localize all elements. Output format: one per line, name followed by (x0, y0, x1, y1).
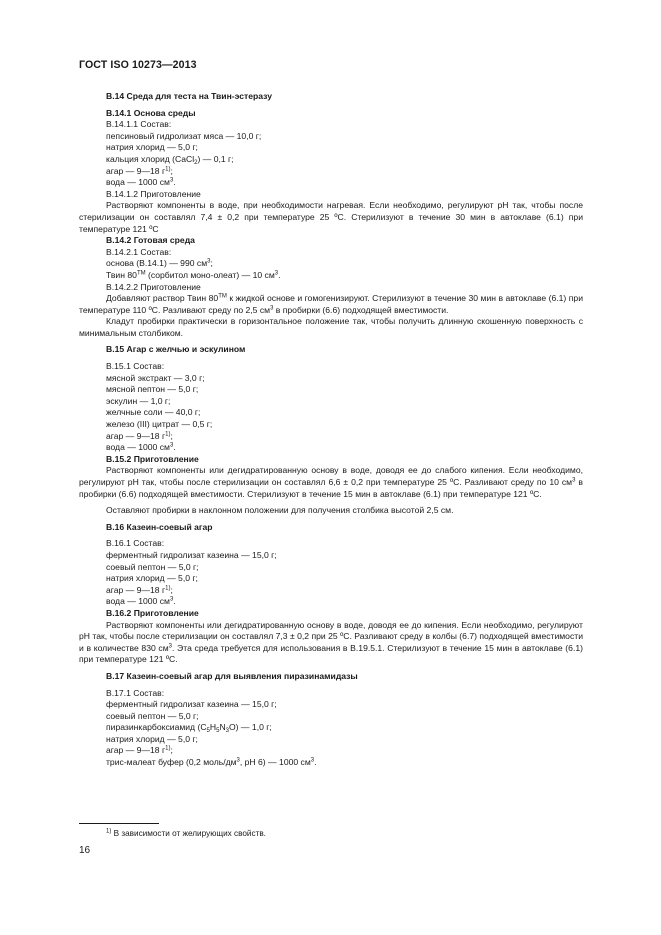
ingredient-item: вода — 1000 $см^3$. (106, 596, 176, 607)
section-heading-b16: B.16 Казеин-соевый агар (106, 521, 213, 532)
subsection-heading-b14-1: B.14.1 Основа среды (106, 107, 196, 118)
subsection-heading-b15-2: B.15.2 Приготовление (106, 453, 199, 464)
ingredient-item: соевый пептон — 5,0 г; (106, 561, 199, 572)
ingredient-item: агар — 9—18 $г^{1)}$; (106, 430, 173, 441)
preparation-text: Кладут пробирки практически в горизонтальное положение так, чтобы получить длинную скошенную поверхность с минимальным столбиком. (79, 316, 583, 338)
footnote-divider (79, 823, 159, 824)
ingredient-item: железо (III) цитрат — 0,5 г; (106, 419, 213, 430)
ingredient-item: вода — 1000 $см^3$. (106, 442, 176, 453)
ingredient-item: соевый пептон — 5,0 г; (106, 710, 199, 721)
ingredient-item: мясной экстракт — 3,0 г; (106, 372, 205, 383)
composition-label: B.15.1 Состав: (106, 361, 165, 372)
ingredient-item: эскулин — 1,0 г; (106, 395, 171, 406)
ingredient-item: пепсиновый гидролизат мяса — 10,0 г; (106, 130, 262, 141)
ingredient-item: мясной пептон — 5,0 г; (106, 384, 199, 395)
ingredient-item: трис-малеат буфер (0,2 моль/$дм^3$, pH 6) — 1000 $см^3$. (106, 757, 317, 768)
preparation-label: B.14.1.2 Приготовление (106, 188, 201, 199)
ingredient-item: агар — 9—18 $г^{1)}$; (106, 745, 173, 756)
subsection-heading-b16-2: B.16.2 Приготовление (106, 607, 199, 618)
ingredient-item: ферментный гидролизат казеина — 15,0 г; (106, 699, 277, 710)
preparation-text: Растворяют компоненты или дегидратированную основу в воде, доводя ее до кипения. Если необходимо, регулируют pH так, чтобы после стерилизации он составлял 7,3 ± 0,2 при 25 ºС. Разливают среду в колбы (6.7) подходящей вместимости и в количестве 830 $см^3$. Эта среда требуется для использования в B.19.5.1. Стерилизуют в течение 15 мин в автоклаве (6.1) при температуре 121 ºС. (79, 619, 583, 665)
ingredient-item: натрия хлорид — 5,0 г; (106, 142, 198, 153)
ingredient-item: пиразинкарбоксиамид $(C_5H_5N_3O)$ — 1,0 г; (106, 722, 272, 735)
ingredient-item: агар — 9—18 $г^{1)}$; (106, 584, 173, 595)
ingredient-item: агар — 9—18 $г^{1)}$; (106, 165, 173, 176)
ingredient-item: желчные соли — 40,0 г; (106, 407, 201, 418)
ingredient-item: кальция хлорид (CaCl$_2$) — 0,1 г; (106, 153, 234, 166)
footnote-ref: 1) (165, 166, 171, 173)
section-heading-b17: B.17 Казеин-соевый агар для выявления пиразинамидазы (106, 670, 358, 681)
composition-label: B.17.1 Состав: (106, 687, 165, 698)
section-heading-b15: B.15 Агар с желчью и эскулином (106, 344, 246, 355)
composition-label: B.16.1 Состав: (106, 538, 165, 549)
preparation-text: Добавляют раствор Твин $80^{ТМ}$ к жидкой основе и гомогенизируют. Стерилизуют в течение 30 мин в автоклаве (6.1) при температуре 110 ºС. Разливают среду по 2,5 $см^3$ в пробирки (6.6) подходящей вместимости. (79, 293, 583, 315)
document-body (79, 91, 583, 769)
ingredient-item: натрия хлорид — 5,0 г; (106, 573, 198, 584)
section-heading-b14: B.14 Среда для теста на Твин-эстеразу (106, 91, 273, 101)
footnote-ref: 1) (165, 745, 171, 752)
ingredient-item: Твин $80^{ТМ}$ (сорбитол моно-олеат) — 10 $см^3$. (106, 269, 281, 280)
ingredient-item: натрия хлорид — 5,0 г; (106, 733, 198, 744)
page-number: 16 (79, 845, 91, 856)
footnote: $^{1)}$ В зависимости от желирующих свойств. (106, 828, 266, 838)
footnote-ref: 1) (165, 585, 171, 592)
subsection-heading-b14-2: B.14.2 Готовая среда (106, 235, 195, 246)
footnote-marker: 1) (106, 828, 112, 835)
preparation-text: Оставляют пробирки в наклонном положении для получения столбика высотой 2,5 см. (106, 505, 454, 516)
composition-label: B.14.2.1 Состав: (106, 246, 172, 257)
ingredient-item: ферментный гидролизат казеина — 15,0 г; (106, 549, 277, 560)
preparation-text: Растворяют компоненты в воде, при необходимости нагревая. Если необходимо, регулируют pH так, чтобы после стерилизации он составлял 7,4 ± 0,2 при температуре 25 ºС. Стерилизуют в течение 30 мин в автоклаве (6.1) при температуре 121 ºС (79, 200, 583, 234)
preparation-label: B.14.2.2 Приготовление (106, 281, 201, 292)
ingredient-item: вода — 1000 $см^3$. (106, 177, 176, 188)
composition-label: B.14.1.1 Состав: (106, 119, 172, 130)
footnote-ref: 1) (165, 431, 171, 438)
page-header: ГОСТ ISO 10273—2013 (79, 59, 197, 71)
ingredient-item: основа (B.14.1) — 990 $см^3$; (106, 258, 213, 269)
preparation-text: Растворяют компоненты или дегидратированную основу в воде, доводя ее до слабого кипения. Если необходимо, регулируют pH так, чтобы после стерилизации он составлял 6,6 ± 0,2 при температуре 25 ºС. Разливают среду по 10 $см^3$ в пробирки (6.6) подходящей вместимости. Стерилизуют в течение 15 мин в автоклаве (6.1) при температуре 121 ºС. (79, 465, 583, 499)
